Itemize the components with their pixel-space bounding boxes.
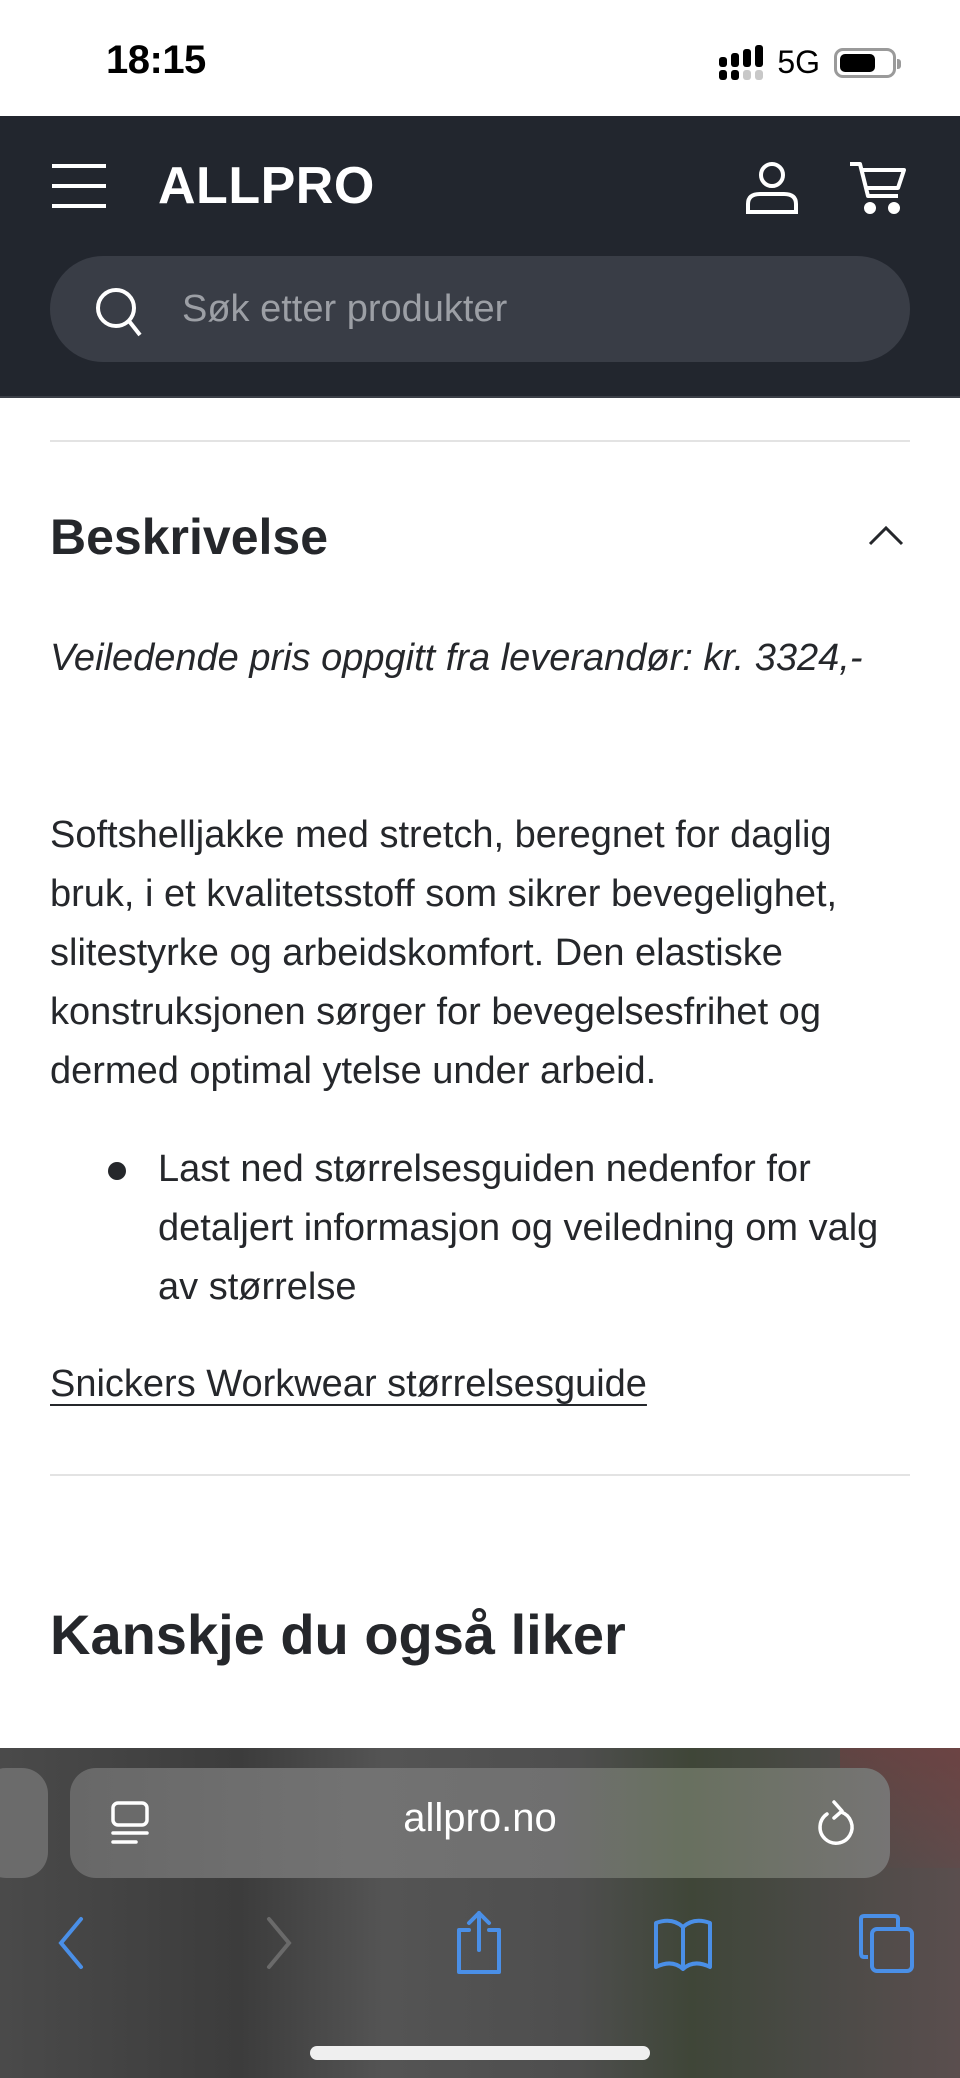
user-icon[interactable] — [742, 160, 802, 216]
back-button[interactable] — [36, 1908, 106, 1978]
address-bar[interactable] — [70, 1768, 890, 1878]
home-indicator — [310, 2046, 650, 2060]
tabs-button[interactable] — [852, 1908, 922, 1978]
browser-chrome — [0, 1748, 960, 2078]
battery-icon — [834, 48, 896, 78]
status-indicators — [719, 44, 896, 81]
description-bullets — [50, 1140, 910, 1317]
url-text[interactable]: allpro.no — [403, 1796, 557, 1840]
reload-icon[interactable] — [814, 1798, 856, 1848]
divider — [50, 440, 910, 442]
bullet-icon — [108, 1162, 126, 1180]
chevron-right-icon — [259, 1915, 299, 1971]
share-icon — [451, 1910, 507, 1976]
network-label: 5G — [777, 44, 820, 80]
book-icon — [652, 1915, 714, 1971]
bullet-text: Last ned størrelsesguiden nedenfor for detaljert informasjon og veiledning om valg av størrelse — [158, 1148, 879, 1308]
cart-icon[interactable] — [848, 160, 908, 216]
chevron-up-icon[interactable] — [866, 520, 906, 550]
tabs-icon — [858, 1913, 916, 1973]
related-products-title: Kanskje du også liker — [50, 1603, 626, 1666]
browser-toolbar — [0, 1898, 960, 1988]
description-title: Beskrivelse — [50, 509, 329, 565]
product-content — [0, 400, 960, 1750]
signal-icon — [719, 46, 763, 80]
hamburger-menu-icon[interactable] — [52, 164, 106, 208]
size-guide-link[interactable]: Snickers Workwear størrelsesguide — [50, 1363, 647, 1405]
search-input[interactable] — [182, 276, 872, 342]
bookmarks-button[interactable] — [648, 1908, 718, 1978]
share-button[interactable] — [444, 1908, 514, 1978]
forward-button[interactable] — [244, 1908, 314, 1978]
search-bar — [50, 256, 910, 362]
divider — [50, 1474, 910, 1476]
description-accordion-toggle[interactable] — [50, 500, 910, 580]
status-bar — [0, 0, 960, 116]
site-logo[interactable]: ALLPRO — [158, 157, 375, 215]
search-icon[interactable] — [94, 286, 144, 338]
chevron-left-icon — [51, 1915, 91, 1971]
list-item — [50, 1140, 910, 1317]
status-time: 18:15 — [106, 38, 206, 82]
previous-tab-preview[interactable] — [0, 1768, 48, 1878]
description-paragraph: Softshelljakke med stretch, beregnet for daglig bruk, i et kvalitetsstoff som sikrer bevegelighet, slitestyrke og arbeidskomfort. Den elastiske konstruksjonen sørger for bevegelsesfrihet og dermed optimal ytelse under arbeid. — [50, 814, 838, 1092]
suggested-price-note: Veiledende pris oppgitt fra leverandør: kr. 3324,- — [50, 637, 863, 679]
site-header — [0, 116, 960, 398]
